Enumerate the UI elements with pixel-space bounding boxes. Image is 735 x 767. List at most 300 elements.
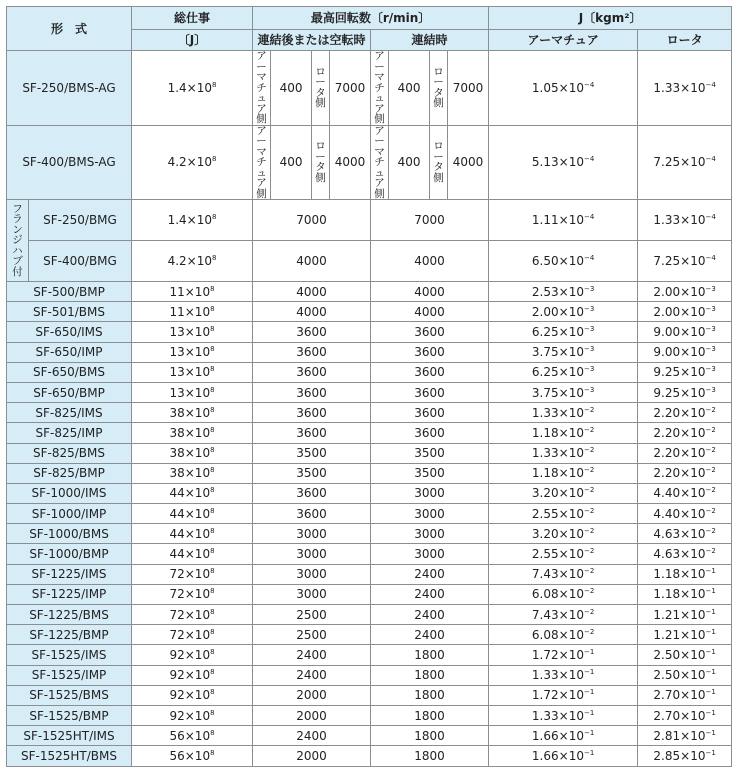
speed-after-coupling-cell: 3600 [253, 362, 371, 382]
speed-coupling-cell: 3000 [371, 544, 489, 564]
rotor-side-label [430, 125, 448, 200]
energy-cell [132, 282, 253, 302]
energy-cell [132, 726, 253, 746]
energy-cell-base: 13×10 [169, 345, 211, 360]
armature-inertia-cell [489, 463, 638, 483]
model-cell: SF-250/BMG [29, 200, 132, 241]
model-cell: SF-400/BMS-AG [7, 125, 132, 200]
rotor-inertia-cell-base: 2.81×10 [653, 728, 706, 743]
energy-cell [132, 241, 253, 282]
armature-side-label-char: ュ [374, 166, 385, 179]
energy-cell-base: 56×10 [169, 748, 211, 763]
rotor-inertia-cell-exponent: −3 [705, 345, 716, 354]
speed-after-coupling-cell: 4000 [253, 282, 371, 302]
armature-inertia-cell [489, 443, 638, 463]
armature-inertia-cell-base: 1.72×10 [531, 647, 584, 662]
armature-inertia-cell-exponent: −4 [583, 213, 595, 221]
rotor-inertia-cell-exponent: −2 [705, 425, 716, 434]
energy-cell-base: 44×10 [169, 486, 211, 501]
rotor-inertia-cell-exponent: −1 [705, 688, 716, 697]
armature-inertia-cell [489, 504, 638, 524]
speed-armature-side-cell: 400 [271, 51, 312, 126]
speed-after-coupling-cell: 2000 [253, 746, 371, 766]
speed-after-coupling-cell: 3500 [253, 443, 371, 463]
energy-cell-exponent: 8 [210, 688, 215, 697]
rotor-inertia-cell-base: 2.00×10 [653, 284, 706, 299]
speed-coupling-cell: 3600 [371, 423, 489, 443]
rotor-inertia-cell-base: 9.25×10 [653, 385, 706, 400]
speed-after-coupling-cell: 3600 [253, 403, 371, 423]
model-cell: SF-1225/BMP [7, 625, 132, 645]
armature-inertia-cell-base: 1.33×10 [531, 708, 584, 723]
speed-coupling-cell: 1800 [371, 726, 489, 746]
armature-side-label [253, 125, 271, 200]
model-cell: SF-1000/BMS [7, 524, 132, 544]
rotor-inertia-cell [638, 302, 732, 322]
speed-coupled-rotor-cell: 4000 [448, 125, 489, 200]
energy-cell-exponent: 8 [210, 385, 215, 394]
rotor-inertia-cell [638, 423, 732, 443]
speed-after-coupling-cell: 3600 [253, 322, 371, 342]
rotor-side-label-char: 側 [433, 97, 444, 110]
armature-side-label-char: ア [256, 50, 267, 62]
armature-inertia-cell [489, 423, 638, 443]
speed-after-coupling-cell: 4000 [253, 302, 371, 322]
energy-cell-base: 4.2×10 [167, 155, 212, 170]
energy-cell [132, 125, 253, 200]
flange-hub-label-char: ハ [12, 244, 23, 257]
energy-cell-exponent: 8 [211, 155, 217, 164]
table-row [7, 544, 732, 564]
rotor-inertia-cell-exponent: −4 [705, 80, 716, 89]
speed-after-coupling-cell: 3600 [253, 382, 371, 402]
armature-inertia-cell-exponent: −3 [583, 345, 595, 354]
speed-coupling-cell: 3600 [371, 362, 489, 382]
speed-coupling-cell: 3600 [371, 322, 489, 342]
header-speed-after-coupling: 連結後または空転時 [253, 30, 371, 51]
rotor-side-label-char: 側 [315, 171, 326, 184]
armature-inertia-cell-base: 2.55×10 [531, 547, 584, 562]
energy-cell-base: 92×10 [169, 668, 211, 683]
model-cell: SF-650/IMP [7, 342, 132, 362]
armature-side-label [371, 51, 389, 126]
rotor-inertia-cell-base: 1.21×10 [653, 627, 706, 642]
rotor-inertia-cell [638, 564, 732, 584]
rotor-inertia-cell-base: 4.40×10 [653, 506, 706, 521]
speed-after-coupling-cell: 2000 [253, 685, 371, 705]
rotor-inertia-cell [638, 403, 732, 423]
armature-inertia-cell-base: 1.18×10 [531, 425, 584, 440]
speed-coupling-cell: 1800 [371, 665, 489, 685]
armature-side-label-char: マ [374, 145, 385, 158]
armature-inertia-cell-exponent: −3 [583, 304, 595, 313]
header-max-speed: 最高回転数〔r/min〕 [253, 7, 489, 30]
flange-hub-label-char: ジ [12, 234, 23, 247]
flange-hub-label-char: フ [12, 202, 23, 215]
speed-coupled-armature-cell: 400 [389, 51, 430, 126]
armature-inertia-cell [489, 746, 638, 766]
model-cell: SF-1525HT/IMS [7, 726, 132, 746]
armature-inertia-cell [489, 200, 638, 241]
rotor-side-label-char: ー [433, 76, 444, 89]
speed-coupling-cell: 3500 [371, 463, 489, 483]
table-row [7, 504, 732, 524]
energy-cell-base: 4.2×10 [167, 254, 212, 268]
armature-inertia-cell-exponent: −1 [583, 647, 595, 656]
armature-inertia-cell [489, 302, 638, 322]
rotor-inertia-cell-base: 2.20×10 [653, 425, 706, 440]
armature-inertia-cell-exponent: −1 [583, 688, 595, 697]
armature-side-label-char: マ [256, 145, 267, 158]
armature-inertia-cell-exponent: −1 [583, 748, 595, 757]
energy-cell-base: 92×10 [169, 647, 211, 662]
speed-armature-side-cell: 400 [271, 125, 312, 200]
rotor-inertia-cell-exponent: −2 [705, 405, 716, 414]
model-cell: SF-1225/BMS [7, 605, 132, 625]
table-row [7, 382, 732, 402]
rotor-inertia-cell [638, 726, 732, 746]
table-row [7, 342, 732, 362]
armature-inertia-cell [489, 544, 638, 564]
energy-cell [132, 302, 253, 322]
energy-cell-base: 11×10 [169, 304, 211, 319]
energy-cell [132, 504, 253, 524]
energy-cell-base: 11×10 [169, 284, 211, 299]
rotor-inertia-cell-base: 1.18×10 [653, 567, 706, 582]
rotor-inertia-cell-exponent: −1 [705, 748, 716, 757]
armature-inertia-cell [489, 322, 638, 342]
header-model: 形 式 [7, 7, 132, 51]
speed-coupling-cell: 4000 [371, 282, 489, 302]
armature-inertia-cell-base: 1.11×10 [531, 213, 584, 227]
armature-inertia-cell [489, 685, 638, 705]
model-cell: SF-500/BMP [7, 282, 132, 302]
armature-side-label-char: 側 [256, 113, 267, 125]
armature-inertia-cell-base: 1.72×10 [531, 688, 584, 703]
energy-cell-base: 13×10 [169, 324, 211, 339]
table-row [7, 705, 732, 725]
table-row [7, 463, 732, 483]
table-row [7, 125, 732, 200]
rotor-side-label [312, 51, 330, 126]
model-cell: SF-650/BMS [7, 362, 132, 382]
rotor-inertia-cell-base: 9.00×10 [653, 324, 706, 339]
speed-coupling-cell: 2400 [371, 564, 489, 584]
rotor-inertia-cell-exponent: −1 [705, 587, 716, 596]
armature-inertia-cell [489, 241, 638, 282]
armature-inertia-cell-base: 7.43×10 [531, 567, 584, 582]
rotor-inertia-cell-exponent: −3 [705, 324, 716, 333]
rotor-side-label-char: ロ [315, 140, 326, 153]
energy-cell-base: 1.4×10 [167, 80, 212, 95]
energy-cell-exponent: 8 [210, 587, 215, 596]
armature-inertia-cell [489, 645, 638, 665]
table-header [7, 7, 732, 51]
energy-cell-exponent: 8 [210, 526, 215, 535]
rotor-side-label-char: ー [433, 150, 444, 163]
table-row [7, 584, 732, 604]
model-cell: SF-1525/IMS [7, 645, 132, 665]
model-cell: SF-1525/IMP [7, 665, 132, 685]
speed-after-coupling-cell: 2500 [253, 605, 371, 625]
speed-after-coupling-cell: 2000 [253, 705, 371, 725]
rotor-inertia-cell-base: 2.50×10 [653, 668, 706, 683]
rotor-inertia-cell-base: 2.20×10 [653, 405, 706, 420]
armature-inertia-cell-base: 5.13×10 [531, 155, 584, 170]
armature-inertia-cell-exponent: −2 [583, 587, 595, 596]
rotor-inertia-cell [638, 322, 732, 342]
energy-cell [132, 685, 253, 705]
armature-inertia-cell-base: 2.00×10 [531, 304, 584, 319]
header-armature: アーマチュア [489, 30, 638, 51]
armature-side-label-char: 側 [256, 187, 267, 200]
armature-inertia-cell-exponent: −2 [583, 466, 595, 475]
rotor-inertia-cell-exponent: −1 [705, 627, 716, 636]
energy-cell-exponent: 8 [210, 425, 215, 434]
rotor-inertia-cell [638, 443, 732, 463]
speed-after-coupling-cell: 2400 [253, 665, 371, 685]
armature-side-label-char: ー [374, 60, 385, 73]
rotor-side-label-char: タ [433, 86, 444, 99]
model-cell: SF-1000/IMP [7, 504, 132, 524]
armature-inertia-cell-exponent: −3 [583, 365, 595, 374]
rotor-inertia-cell-base: 9.25×10 [653, 365, 706, 380]
speed-rotor-side-cell: 4000 [330, 125, 371, 200]
armature-inertia-cell-base: 1.33×10 [531, 405, 584, 420]
armature-inertia-cell-base: 6.08×10 [531, 627, 584, 642]
flange-hub-label-char: ラ [12, 213, 23, 226]
energy-cell [132, 524, 253, 544]
armature-side-label-char: チ [374, 156, 385, 168]
rotor-inertia-cell-base: 1.18×10 [653, 587, 706, 602]
model-cell: SF-1525HT/BMS [7, 746, 132, 766]
rotor-side-label-char: ー [315, 76, 326, 89]
rotor-inertia-cell [638, 463, 732, 483]
speed-after-coupling-cell: 2400 [253, 726, 371, 746]
speed-coupling-cell: 3600 [371, 342, 489, 362]
speed-coupling-cell: 2400 [371, 584, 489, 604]
armature-inertia-cell [489, 605, 638, 625]
energy-cell-base: 1.4×10 [167, 213, 212, 227]
energy-cell-exponent: 8 [210, 607, 215, 616]
armature-inertia-cell-base: 6.25×10 [531, 365, 584, 380]
speed-coupled-armature-cell: 400 [389, 125, 430, 200]
armature-inertia-cell-base: 1.66×10 [531, 728, 584, 743]
model-cell: SF-1225/IMP [7, 584, 132, 604]
speed-after-coupling-cell: 3000 [253, 544, 371, 564]
energy-cell-exponent: 8 [210, 304, 215, 313]
energy-cell-exponent: 8 [211, 80, 217, 89]
rotor-inertia-cell [638, 645, 732, 665]
table-body [7, 51, 732, 767]
rotor-inertia-cell-base: 2.20×10 [653, 446, 706, 461]
rotor-inertia-cell-exponent: −2 [705, 547, 716, 556]
table-row [7, 746, 732, 766]
energy-cell-exponent: 8 [210, 466, 215, 475]
armature-side-label-char: ア [374, 177, 385, 189]
armature-inertia-cell-base: 3.75×10 [531, 345, 584, 360]
armature-inertia-cell [489, 342, 638, 362]
rotor-inertia-cell-exponent: −2 [705, 506, 716, 515]
table-row [7, 423, 732, 443]
armature-side-label-char: ュ [256, 166, 267, 179]
armature-inertia-cell [489, 665, 638, 685]
rotor-inertia-cell [638, 544, 732, 564]
armature-side-label-char: マ [374, 71, 385, 83]
armature-side-label-char: ュ [256, 92, 267, 104]
speed-after-coupling-cell: 4000 [253, 241, 371, 282]
table-row [7, 302, 732, 322]
rotor-inertia-cell-exponent: −1 [705, 567, 716, 576]
table-row [7, 605, 732, 625]
rotor-side-label-char: タ [433, 161, 444, 174]
armature-inertia-cell [489, 403, 638, 423]
energy-cell-base: 72×10 [169, 607, 211, 622]
energy-cell-base: 38×10 [169, 405, 211, 420]
rotor-side-label-char: タ [315, 161, 326, 174]
energy-cell [132, 200, 253, 241]
table-row [7, 645, 732, 665]
table-row [7, 322, 732, 342]
energy-cell-exponent: 8 [210, 708, 215, 717]
rotor-inertia-cell-exponent: −3 [705, 365, 716, 374]
rotor-inertia-cell [638, 685, 732, 705]
armature-side-label [253, 51, 271, 126]
armature-inertia-cell-exponent: −2 [583, 425, 595, 434]
armature-inertia-cell-base: 3.75×10 [531, 385, 584, 400]
armature-side-label-char: 側 [374, 187, 385, 200]
energy-cell-exponent: 8 [210, 345, 215, 354]
rotor-side-label-char: ロ [433, 140, 444, 153]
table-row [7, 200, 732, 241]
armature-side-label-char: ー [256, 60, 267, 73]
rotor-inertia-cell-exponent: −4 [705, 254, 716, 262]
speed-coupling-cell: 2400 [371, 625, 489, 645]
header-rotor: ロータ [638, 30, 732, 51]
rotor-inertia-cell-base: 1.33×10 [653, 80, 706, 95]
rotor-inertia-cell-base: 4.40×10 [653, 486, 706, 501]
speed-coupled-rotor-cell: 7000 [448, 51, 489, 126]
model-cell: SF-250/BMS-AG [7, 51, 132, 126]
speed-coupling-cell: 1800 [371, 685, 489, 705]
rotor-inertia-cell [638, 382, 732, 402]
energy-cell-exponent: 8 [210, 567, 215, 576]
rotor-side-label-char: ロ [315, 65, 326, 78]
armature-side-label-char: チ [256, 81, 267, 94]
flange-hub-label-char: 付 [12, 265, 23, 278]
armature-side-label [371, 125, 389, 200]
energy-cell-base: 38×10 [169, 466, 211, 481]
rotor-inertia-cell-exponent: −3 [705, 385, 716, 394]
rotor-side-label-char: 側 [433, 171, 444, 184]
model-cell: SF-1000/IMS [7, 483, 132, 503]
rotor-inertia-cell-exponent: −2 [705, 526, 716, 535]
flange-hub-label-char: ブ [12, 255, 23, 268]
armature-inertia-cell-exponent: −4 [583, 80, 595, 89]
rotor-inertia-cell [638, 665, 732, 685]
speed-coupling-cell: 3600 [371, 403, 489, 423]
energy-cell-base: 72×10 [169, 567, 211, 582]
model-cell: SF-825/BMS [7, 443, 132, 463]
rotor-inertia-cell-base: 7.25×10 [653, 155, 706, 170]
rotor-side-label-char: タ [315, 86, 326, 99]
rotor-inertia-cell [638, 342, 732, 362]
header-energy: 総仕事 [132, 7, 253, 30]
speed-coupling-cell: 1800 [371, 705, 489, 725]
armature-inertia-cell-base: 6.08×10 [531, 587, 584, 602]
speed-coupling-cell: 3000 [371, 483, 489, 503]
energy-cell-exponent: 8 [210, 446, 215, 455]
energy-cell-exponent: 8 [210, 486, 215, 495]
armature-side-label-char: 側 [374, 113, 385, 125]
rotor-inertia-cell-exponent: −2 [705, 446, 716, 455]
energy-cell [132, 584, 253, 604]
armature-inertia-cell [489, 51, 638, 126]
rotor-inertia-cell-base: 2.00×10 [653, 304, 706, 319]
energy-cell-exponent: 8 [210, 668, 215, 677]
armature-side-label-char: ア [256, 177, 267, 189]
armature-side-label-char: ア [374, 125, 385, 137]
model-cell: SF-1000/BMP [7, 544, 132, 564]
table-row [7, 282, 732, 302]
armature-inertia-cell-exponent: −1 [583, 668, 595, 677]
energy-cell-exponent: 8 [210, 284, 215, 293]
speed-coupling-cell: 3600 [371, 382, 489, 402]
rotor-inertia-cell-exponent: −1 [705, 708, 716, 717]
speed-after-coupling-cell: 3600 [253, 423, 371, 443]
energy-cell-base: 92×10 [169, 708, 211, 723]
armature-inertia-cell [489, 726, 638, 746]
rotor-inertia-cell-base: 4.63×10 [653, 526, 706, 541]
table-row [7, 241, 732, 282]
armature-inertia-cell-exponent: −2 [583, 446, 595, 455]
energy-cell-base: 72×10 [169, 627, 211, 642]
rotor-inertia-cell-base: 7.25×10 [653, 254, 706, 268]
energy-cell-base: 44×10 [169, 506, 211, 521]
rotor-inertia-cell [638, 625, 732, 645]
energy-cell [132, 443, 253, 463]
armature-inertia-cell [489, 705, 638, 725]
rotor-inertia-cell-base: 9.00×10 [653, 345, 706, 360]
rotor-inertia-cell [638, 605, 732, 625]
speed-after-coupling-cell: 3600 [253, 504, 371, 524]
armature-inertia-cell-exponent: −2 [583, 547, 595, 556]
armature-inertia-cell-exponent: −4 [583, 254, 595, 262]
speed-rotor-side-cell: 7000 [330, 51, 371, 126]
table-row [7, 564, 732, 584]
flange-hub-label-char: ン [12, 223, 23, 236]
header-inertia: J〔kgm²〕 [489, 7, 732, 30]
armature-inertia-cell-exponent: −2 [583, 567, 595, 576]
armature-inertia-cell-base: 1.33×10 [531, 446, 584, 461]
energy-cell [132, 544, 253, 564]
energy-cell [132, 342, 253, 362]
armature-inertia-cell-base: 6.25×10 [531, 324, 584, 339]
rotor-inertia-cell [638, 282, 732, 302]
speed-after-coupling-cell: 3500 [253, 463, 371, 483]
armature-inertia-cell-exponent: −3 [583, 324, 595, 333]
speed-after-coupling-cell: 3000 [253, 564, 371, 584]
speed-after-coupling-cell: 7000 [253, 200, 371, 241]
speed-coupling-cell: 3500 [371, 443, 489, 463]
armature-inertia-cell-base: 1.33×10 [531, 668, 584, 683]
table-row [7, 726, 732, 746]
armature-side-label-char: ア [256, 102, 267, 115]
armature-side-label-char: チ [256, 156, 267, 168]
armature-side-label-char: ア [374, 50, 385, 62]
armature-inertia-cell-exponent: −3 [583, 284, 595, 293]
rotor-inertia-cell-exponent: −3 [705, 284, 716, 293]
